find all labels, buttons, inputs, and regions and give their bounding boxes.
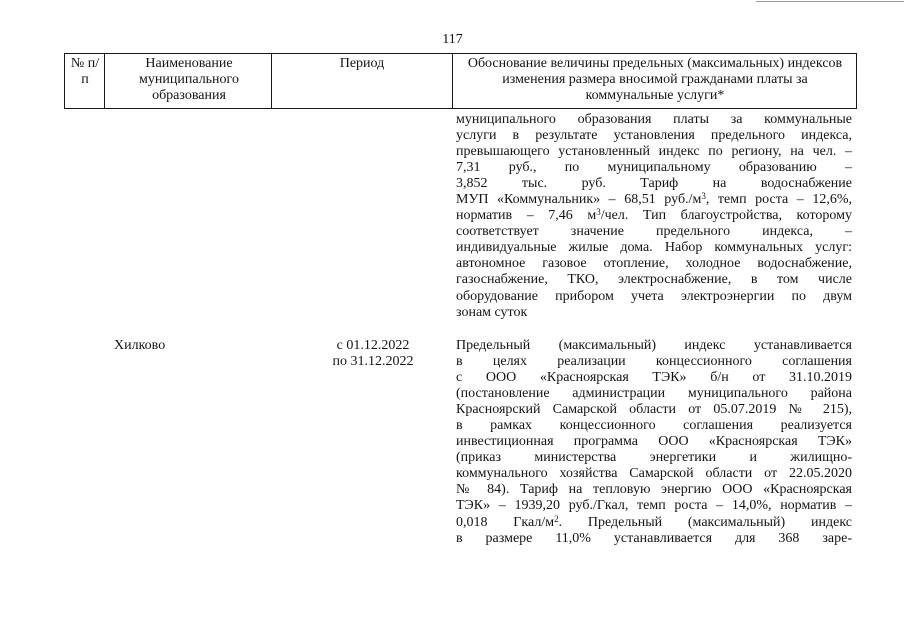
text-line: услуги в результате установления предельного индекса, — [456, 128, 852, 144]
column-divider-1 — [104, 53, 105, 109]
text-line: в рамках концессионного соглашения реализуется — [456, 418, 852, 434]
text-line: оборудование прибором учета электроэнергии по двум — [456, 288, 852, 304]
text-line: Красноярский Самарской области от 05.07.2019 № 215), — [456, 402, 852, 418]
text-line: в размере 11,0% устанавливается для 368 заре- — [456, 530, 852, 546]
table-top-border — [64, 53, 856, 54]
municipality-name: Хилково — [114, 338, 166, 353]
text-line: (приказ министерства энергетики и жилищно- — [456, 450, 852, 466]
text-line: газоснабжение, ТКО, электроснабжение, в том числе — [456, 272, 852, 288]
header-number: № п/п — [70, 56, 100, 87]
text-line: 7,31 руб., по муниципальному образованию – — [456, 160, 852, 176]
text-line: соответствует значение предельного индекса, – — [456, 224, 852, 240]
text-line: 3,852 тыс. руб. Тариф на водоснабжение — [456, 176, 852, 192]
text-line: Предельный (максимальный) индекс устанавливается — [456, 338, 852, 353]
period-cell — [318, 338, 428, 370]
text-line: коммунального хозяйства Самарской области от 22.05.2020 — [456, 466, 852, 482]
text-line: ТЭК» – 1939,20 руб./Гкал, темп роста – 14,0%, норматив – — [456, 498, 852, 514]
scan-edge-mark — [756, 1, 904, 2]
header-basis: Обоснование величины предельных (максимальных) индексов изменения размера вносимой гражданами платы за коммунальные услуги* — [467, 56, 843, 103]
header-municipality-name: Наименование муниципального образования — [139, 56, 239, 103]
text-line: 0,018 Гкал/$м^2$. Предельный (максимальный) индекс — [456, 513, 852, 530]
period-to: по 31.12.2022 — [332, 354, 414, 369]
basis-continuation-text — [456, 112, 852, 321]
page-number: 117 — [442, 32, 463, 47]
text-line: (постановление администрации муниципального района — [456, 386, 852, 402]
text-line: с ООО «Красноярская ТЭК» б/н от 31.10.2019 — [456, 370, 852, 386]
header-period: Период — [339, 56, 385, 71]
text-line: МУП «Коммунальник» – 68,51 $руб./м^3$, темп роста – 12,6%, — [456, 191, 852, 208]
text-line: муниципального образования платы за коммунальные — [456, 112, 852, 127]
text-line: № 84). Тариф на тепловую энергию ООО «Красноярская — [456, 482, 852, 498]
text-line: индивидуальные жилые дома. Набор коммунальных услуг: — [456, 240, 852, 256]
table-header-bottom-border — [64, 108, 856, 109]
text-line: инвестиционная программа ООО «Красноярская ТЭК» — [456, 434, 852, 450]
period-from: с 01.12.2022 — [336, 338, 410, 353]
column-divider-3 — [452, 53, 453, 109]
basis-text — [456, 338, 852, 547]
text-line: превышающего установленный индекс по региону, на чел. – — [456, 144, 852, 160]
text-line: зонам суток — [456, 304, 528, 320]
table-right-border — [856, 53, 857, 109]
text-line: автономное газовое отопление, холодное водоснабжение, — [456, 256, 852, 272]
text-line: в целях реализации концессионного соглашения — [456, 354, 852, 370]
text-line: норматив – 7,46 $м^3$/чел. Тип благоустройства, которому — [456, 207, 852, 224]
table-left-border — [64, 53, 65, 109]
